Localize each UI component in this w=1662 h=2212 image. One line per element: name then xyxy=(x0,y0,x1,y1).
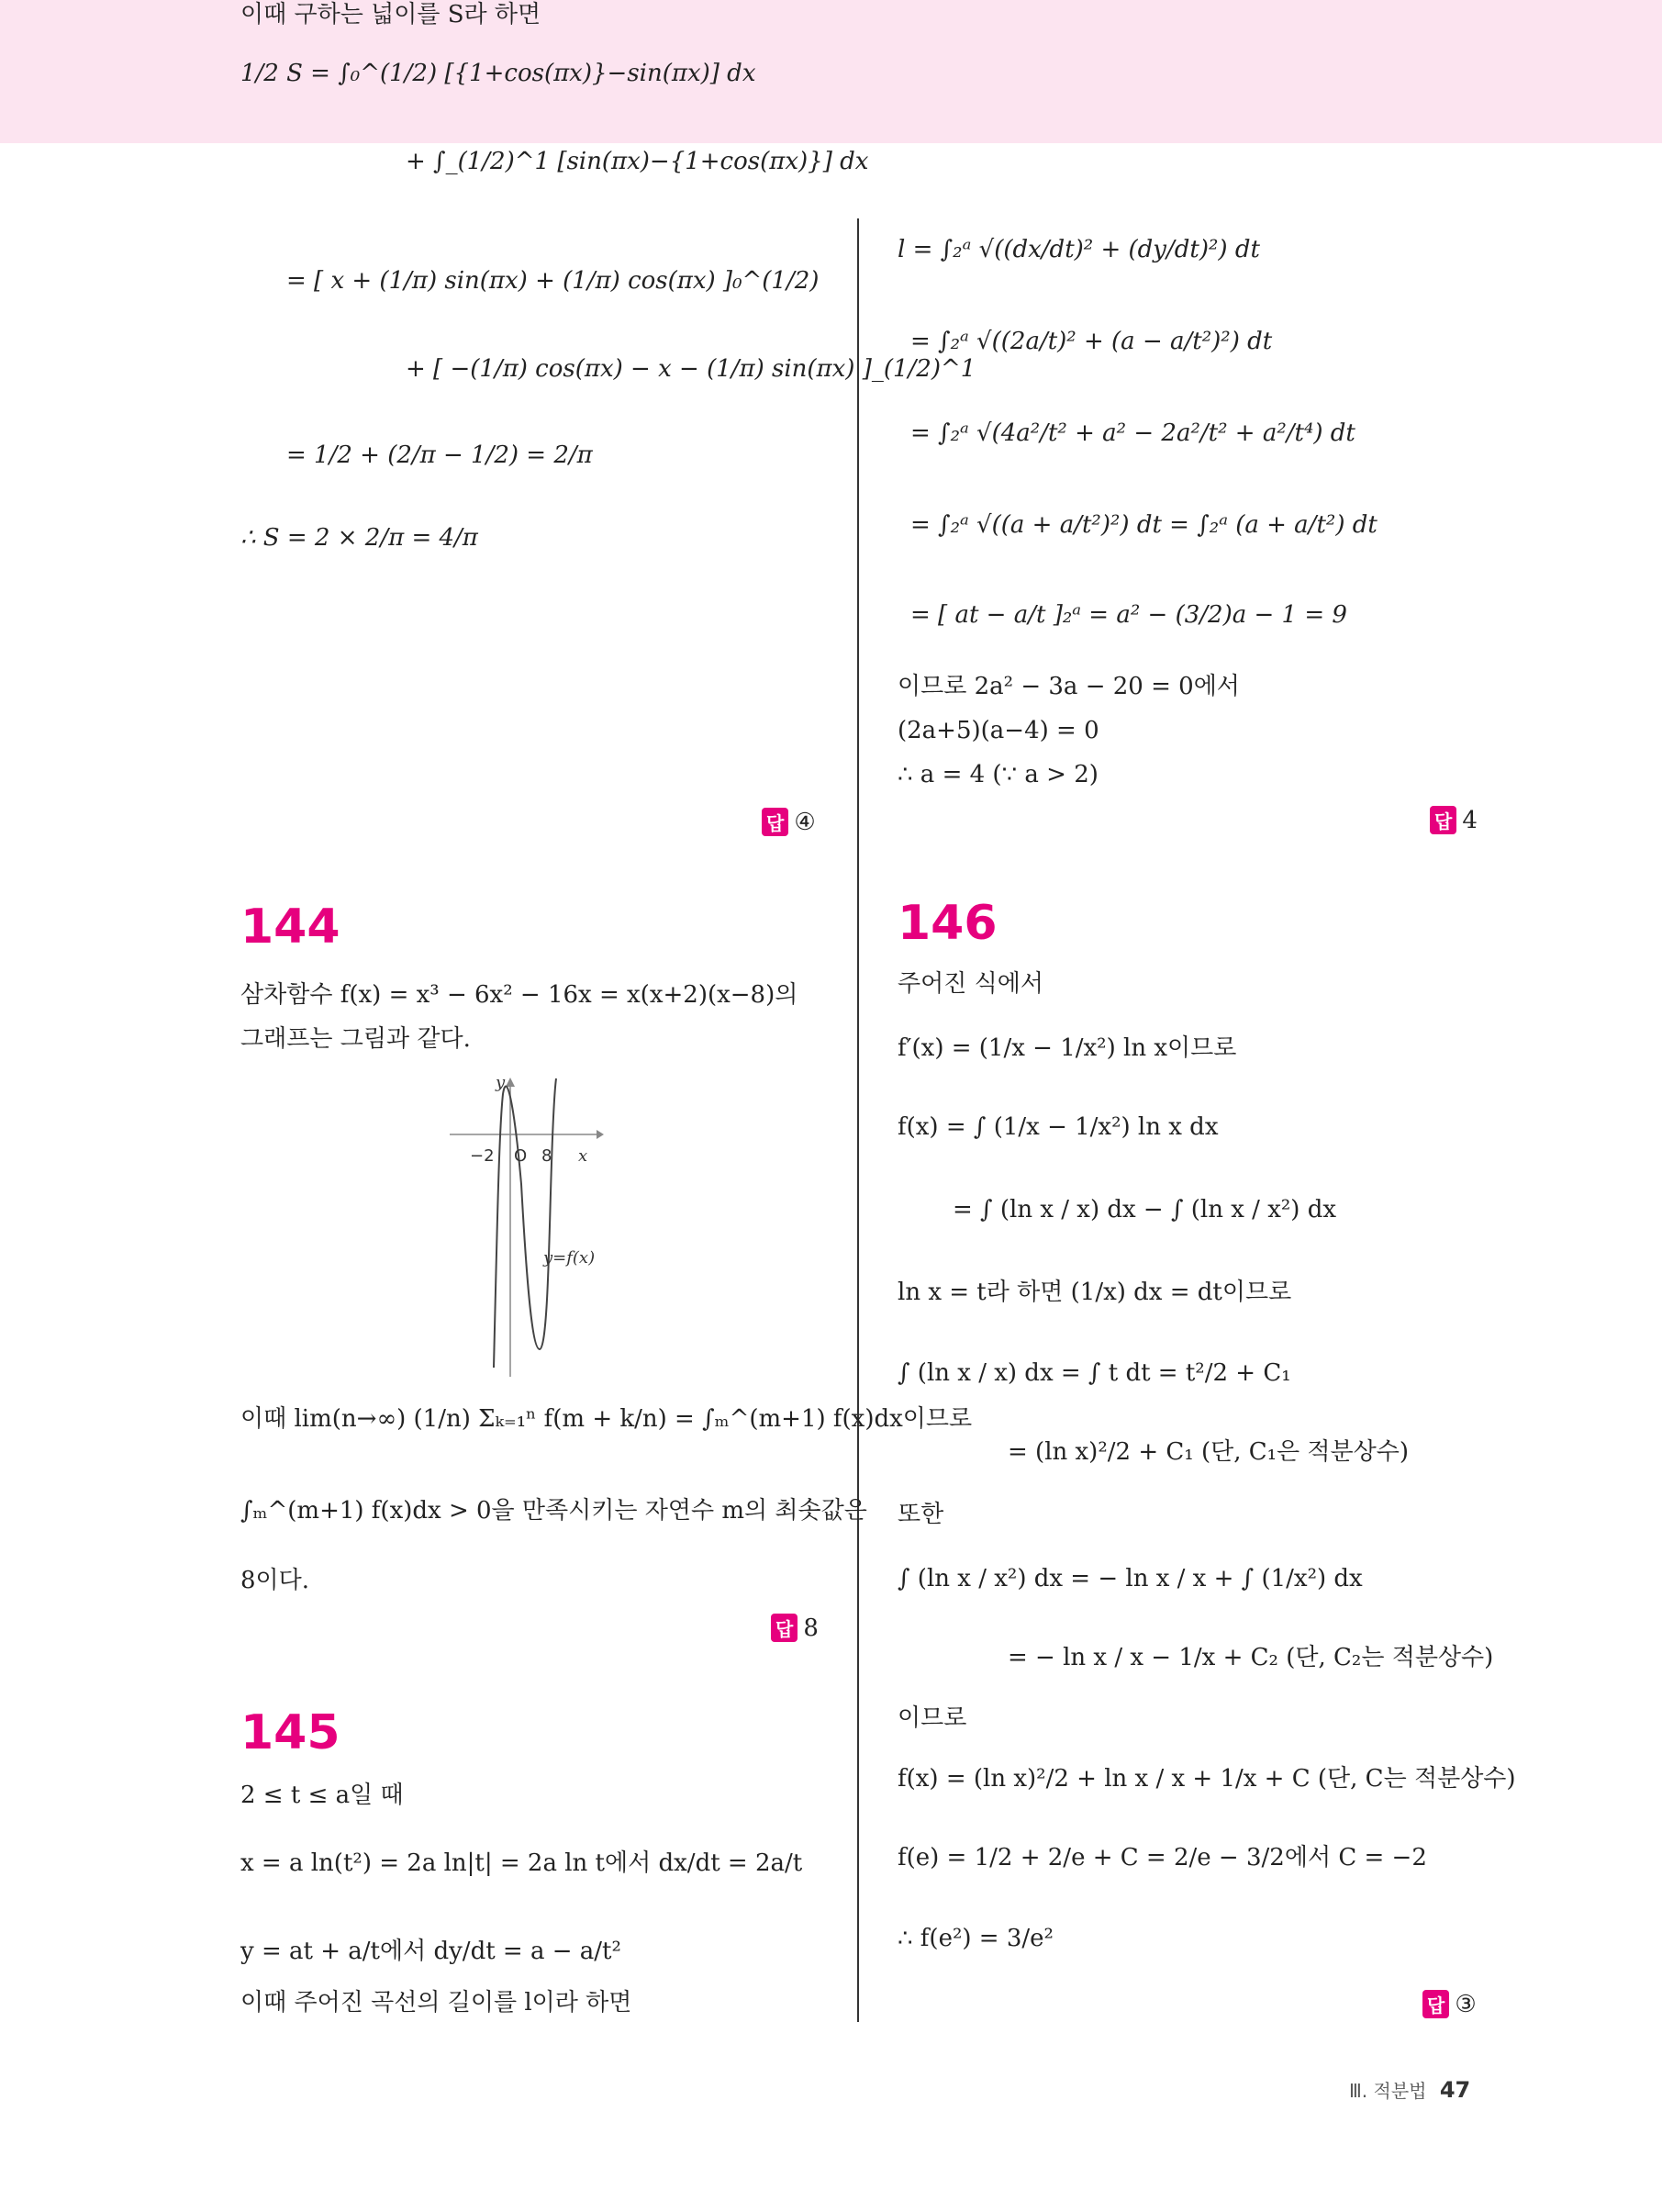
text-line: = ∫ (ln x / x) dx − ∫ (ln x / x²) dx xyxy=(953,1196,1337,1223)
curve-label: y=f(x) xyxy=(543,1248,596,1268)
axis-label-x: x xyxy=(578,1146,588,1166)
equation-r4: = ∫₂ᵃ √((a + a/t²)²) dt = ∫₂ᵃ (a + a/t²) dt xyxy=(910,511,1378,539)
answer-value: 4 xyxy=(1462,806,1478,834)
text-line: ∫ (ln x / x²) dx = − ln x / x + ∫ (1/x²) dx xyxy=(898,1565,1363,1592)
answer-badge: 답 xyxy=(1430,806,1456,834)
answer-value: ④ xyxy=(794,808,816,836)
text-r8: ∴ a = 4 (∵ a > 2) xyxy=(898,761,1099,788)
tick-label-minus2: −2 xyxy=(470,1146,495,1166)
origin-label: O xyxy=(514,1146,528,1166)
text-line: 8이다. xyxy=(240,1567,310,1594)
text-line: f(x) = (ln x)²/2 + ln x / x + 1/x + C (단, C는 적분상수) xyxy=(898,1765,1516,1793)
curve-fx xyxy=(494,1078,556,1368)
problem-number-144: 144 xyxy=(240,899,340,955)
problem-number-146: 146 xyxy=(898,896,998,951)
answer-badge: 답 xyxy=(771,1614,798,1642)
text-line: y = at + a/t에서 dy/dt = a − a/t² xyxy=(240,1938,621,1965)
text-line: 2 ≤ t ≤ a일 때 xyxy=(240,1782,404,1809)
answer-badge: 답 xyxy=(1422,1990,1449,2018)
text-r6: 이므로 2a² − 3a − 20 = 0에서 xyxy=(898,673,1240,700)
equation-5: = 1/2 + (2/π − 1/2) = 2/π xyxy=(286,441,593,469)
text-line: f(e) = 1/2 + 2/e + C = 2/e − 3/2에서 C = −2 xyxy=(898,1844,1427,1871)
text-line: f(x) = ∫ (1/x − 1/x²) ln x dx xyxy=(898,1113,1219,1141)
answer-146 xyxy=(1422,1990,1477,2018)
text-line: = − ln x / x − 1/x + C₂ (단, C₂는 적분상수) xyxy=(1008,1644,1494,1671)
text-line: x = a ln(t²) = 2a ln|t| = 2a ln t에서 dx/dt = 2a/t xyxy=(240,1849,803,1877)
text-line: 이때 주어진 곡선의 길이를 l이라 하면 xyxy=(240,1989,632,2016)
text-r7: (2a+5)(a−4) = 0 xyxy=(898,717,1099,744)
equation-3: = [ x + (1/π) sin(πx) + (1/π) cos(πx) ]₀^(1/2) xyxy=(286,267,820,295)
text-line: 삼차함수 f(x) = x³ − 6x² − 16x = x(x+2)(x−8)의 xyxy=(240,981,798,1009)
equation-2: + ∫_(1/2)^1 [sin(πx)−{1+cos(πx)}] dx xyxy=(406,148,869,175)
text-line: 이므로 xyxy=(898,1704,967,1732)
problem-number-145: 145 xyxy=(240,1705,340,1760)
tick-label-8: 8 xyxy=(541,1146,552,1166)
column-divider xyxy=(857,218,859,2022)
equation-r1: l = ∫₂ᵃ √((dx/dt)² + (dy/dt)²) dt xyxy=(898,236,1260,263)
text-intro: 이때 구하는 넓이를 S라 하면 xyxy=(240,1,541,28)
page-footer xyxy=(1349,2076,1470,2103)
text-line: 이때 lim(n→∞) (1/n) Σₖ₌₁ⁿ f(m + k/n) = ∫ₘ^(m+1) f(x)dx이므로 xyxy=(240,1405,973,1433)
text-line: 또한 xyxy=(898,1501,944,1528)
equation-r2: = ∫₂ᵃ √((2a/t)² + (a − a/t²)²) dt xyxy=(910,328,1273,355)
equation-r5: = [ at − a/t ]₂ᵃ = a² − (3/2)a − 1 = 9 xyxy=(910,601,1347,629)
text-line: ∫ (ln x / x) dx = ∫ t dt = t²/2 + C₁ xyxy=(898,1359,1291,1387)
text-line: = (ln x)²/2 + C₁ (단, C₁은 적분상수) xyxy=(1008,1438,1410,1466)
text-line: ∴ f(e²) = 3/e² xyxy=(898,1925,1054,1952)
answer-value: ③ xyxy=(1455,1990,1477,2018)
axis-label-y: y xyxy=(496,1074,506,1092)
answer-144 xyxy=(771,1614,819,1642)
text-line: ∫ₘ^(m+1) f(x)dx > 0을 만족시키는 자연수 m의 최솟값은 xyxy=(240,1497,867,1525)
x-axis-arrow xyxy=(597,1130,604,1139)
page-number: 47 xyxy=(1439,2077,1471,2103)
cubic-graph xyxy=(441,1074,624,1377)
equation-6: ∴ S = 2 × 2/π = 4/π xyxy=(240,524,478,552)
text-line: ln x = t라 하면 (1/x) dx = dt이므로 xyxy=(898,1279,1292,1306)
text-line: 주어진 식에서 xyxy=(898,970,1043,998)
text-line: f′(x) = (1/x − 1/x²) ln x이므로 xyxy=(898,1034,1237,1062)
answer-143 xyxy=(762,808,816,836)
y-axis-arrow xyxy=(506,1078,515,1087)
answer-badge: 답 xyxy=(762,808,788,836)
answer-145 xyxy=(1430,806,1478,834)
equation-r3: = ∫₂ᵃ √(4a²/t² + a² − 2a²/t² + a²/t⁴) dt xyxy=(910,419,1355,447)
answer-value: 8 xyxy=(803,1614,819,1642)
equation-4: + [ −(1/π) cos(πx) − x − (1/π) sin(πx) ]_(1/2)^1 xyxy=(406,355,976,383)
equation-1: 1/2 S = ∫₀^(1/2) [{1+cos(πx)}−sin(πx)] dx xyxy=(240,60,756,87)
chapter-label: Ⅲ. 적분법 xyxy=(1349,2080,1427,2102)
text-line: 그래프는 그림과 같다. xyxy=(240,1025,471,1053)
